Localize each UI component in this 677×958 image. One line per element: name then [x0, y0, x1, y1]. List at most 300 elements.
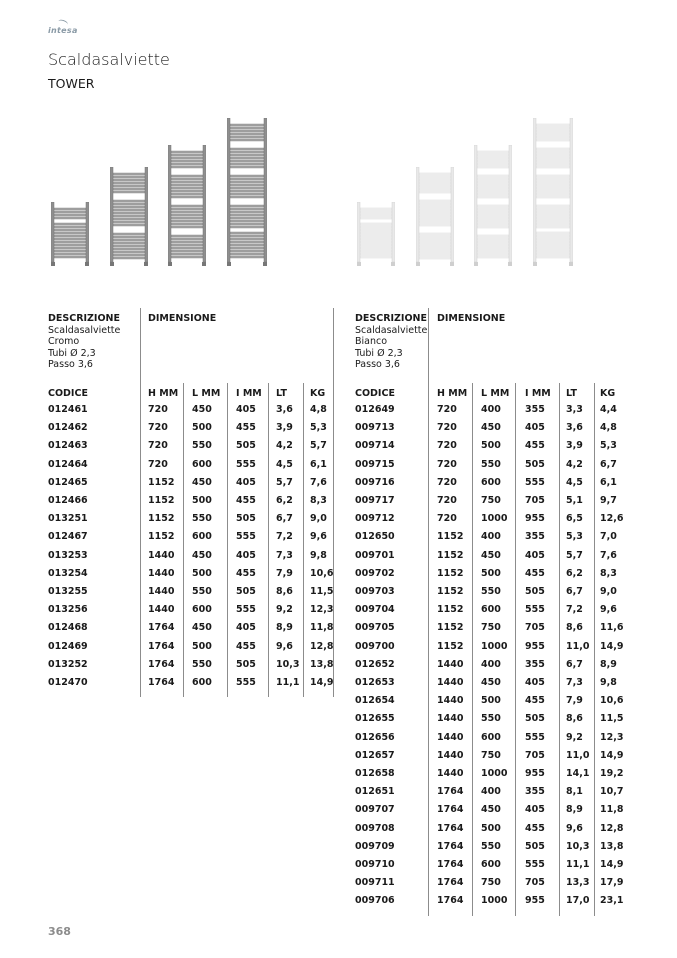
interaxis-mm-cell: 405	[525, 677, 545, 688]
height-mm-cell: 1152	[148, 495, 175, 506]
code-cell: 009710	[355, 859, 395, 870]
column-header: CODICE	[48, 388, 88, 399]
length-mm-cell: 600	[192, 604, 212, 616]
height-mm-cell: 1440	[437, 695, 464, 707]
weight-kg-cell: 9,8	[600, 677, 617, 688]
weight-kg-cell: 13,8	[600, 840, 624, 852]
code-cell: 012654	[355, 695, 395, 707]
length-mm-cell: 450	[192, 404, 212, 415]
height-mm-cell: 720	[437, 404, 457, 415]
towel-radiator-white-1	[357, 202, 395, 267]
weight-kg-cell: 5,7	[310, 440, 327, 452]
column-divider	[515, 383, 516, 916]
code-cell: 009703	[355, 586, 395, 597]
length-mm-cell: 500	[192, 567, 212, 579]
column-header: H MM	[148, 388, 179, 399]
code-cell: 012653	[355, 677, 395, 688]
code-cell: 009716	[355, 476, 395, 488]
column-header: H MM	[437, 388, 468, 399]
liters-cell: 3,6	[276, 404, 293, 415]
length-mm-cell: 1000	[481, 768, 508, 779]
weight-kg-cell: 12,3	[310, 604, 334, 616]
weight-kg-cell: 9,0	[310, 513, 327, 525]
liters-cell: 13,3	[566, 877, 590, 889]
interaxis-mm-cell: 355	[525, 531, 545, 543]
height-mm-cell: 720	[437, 440, 457, 452]
liters-cell: 8,9	[276, 622, 293, 634]
interaxis-mm-cell: 955	[525, 768, 545, 779]
length-mm-cell: 450	[481, 804, 501, 816]
liters-cell: 8,1	[566, 786, 583, 798]
liters-cell: 9,6	[276, 640, 293, 652]
interaxis-mm-cell: 505	[236, 513, 256, 525]
liters-cell: 9,2	[276, 604, 293, 616]
length-mm-cell: 1000	[481, 513, 508, 525]
length-mm-cell: 600	[481, 731, 501, 743]
column-divider	[303, 383, 304, 697]
length-mm-cell: 750	[481, 749, 501, 761]
code-cell: 012657	[355, 749, 395, 761]
weight-kg-cell: 7,6	[310, 476, 327, 488]
weight-kg-cell: 6,1	[600, 476, 617, 488]
height-mm-cell: 1764	[437, 822, 464, 834]
weight-kg-cell: 19,2	[600, 768, 624, 779]
column-header: CODICE	[355, 388, 395, 399]
length-mm-cell: 450	[481, 422, 501, 434]
interaxis-mm-cell: 455	[236, 422, 256, 434]
liters-cell: 5,3	[566, 531, 583, 543]
table-border	[333, 308, 334, 697]
weight-kg-cell: 9,7	[600, 495, 617, 506]
height-mm-cell: 1764	[437, 877, 464, 889]
code-cell: 009707	[355, 804, 395, 816]
weight-kg-cell: 11,8	[600, 804, 624, 816]
height-mm-cell: 1152	[437, 567, 464, 579]
code-cell: 012470	[48, 677, 88, 688]
column-divider	[428, 308, 429, 916]
weight-kg-cell: 11,8	[310, 622, 334, 634]
description-line: Tubi Ø 2,3	[355, 347, 403, 359]
code-cell: 012463	[48, 440, 88, 452]
code-cell: 009715	[355, 458, 395, 470]
height-mm-cell: 1152	[437, 604, 464, 616]
interaxis-mm-cell: 355	[525, 658, 545, 670]
interaxis-mm-cell: 405	[236, 549, 256, 561]
column-divider	[268, 383, 269, 697]
liters-cell: 6,7	[276, 513, 293, 525]
interaxis-mm-cell: 455	[525, 440, 545, 452]
liters-cell: 8,9	[566, 804, 583, 816]
height-mm-cell: 1764	[148, 677, 175, 688]
code-cell: 012651	[355, 786, 395, 798]
weight-kg-cell: 8,3	[600, 567, 617, 579]
description-line: Bianco	[355, 336, 388, 347]
description-block	[355, 313, 427, 371]
length-mm-cell: 550	[481, 840, 501, 852]
code-cell: 009714	[355, 440, 395, 452]
height-mm-cell: 720	[148, 458, 168, 470]
code-cell: 009702	[355, 567, 395, 579]
weight-kg-cell: 7,0	[600, 531, 617, 543]
code-cell: 012467	[48, 531, 88, 543]
liters-cell: 3,9	[276, 422, 293, 434]
length-mm-cell: 400	[481, 658, 501, 670]
length-mm-cell: 500	[481, 695, 501, 707]
column-divider	[559, 383, 560, 916]
description-label: DESCRIZIONE	[355, 313, 427, 324]
weight-kg-cell: 10,7	[600, 786, 624, 798]
description-line: Passo 3,6	[48, 359, 93, 370]
height-mm-cell: 1440	[437, 749, 464, 761]
code-cell: 012655	[355, 713, 395, 725]
interaxis-mm-cell: 555	[236, 531, 256, 543]
interaxis-mm-cell: 405	[236, 622, 256, 634]
height-mm-cell: 720	[148, 440, 168, 452]
column-header: KG	[310, 388, 326, 399]
length-mm-cell: 450	[192, 549, 212, 561]
weight-kg-cell: 11,5	[310, 586, 334, 597]
height-mm-cell: 720	[437, 422, 457, 434]
liters-cell: 7,9	[566, 695, 583, 707]
length-mm-cell: 600	[192, 458, 212, 470]
weight-kg-cell: 14,9	[600, 859, 624, 870]
weight-kg-cell: 7,6	[600, 549, 617, 561]
weight-kg-cell: 12,8	[310, 640, 334, 652]
height-mm-cell: 1152	[148, 531, 175, 543]
liters-cell: 10,3	[276, 658, 300, 670]
length-mm-cell: 450	[481, 677, 501, 688]
liters-cell: 7,2	[566, 604, 583, 616]
height-mm-cell: 1440	[437, 677, 464, 688]
code-cell: 012461	[48, 404, 88, 415]
code-cell: 012466	[48, 495, 88, 506]
interaxis-mm-cell: 555	[525, 859, 545, 870]
height-mm-cell: 1440	[148, 549, 175, 561]
code-cell: 009708	[355, 822, 395, 834]
liters-cell: 11,0	[566, 749, 590, 761]
column-header: I MM	[525, 388, 551, 399]
code-cell: 009711	[355, 877, 395, 889]
length-mm-cell: 500	[481, 440, 501, 452]
interaxis-mm-cell: 405	[525, 549, 545, 561]
length-mm-cell: 550	[481, 458, 501, 470]
height-mm-cell: 1440	[437, 713, 464, 725]
length-mm-cell: 750	[481, 495, 501, 506]
height-mm-cell: 720	[437, 458, 457, 470]
weight-kg-cell: 4,8	[310, 404, 327, 415]
code-cell: 013256	[48, 604, 88, 616]
code-cell: 012465	[48, 476, 88, 488]
height-mm-cell: 1152	[148, 476, 175, 488]
interaxis-mm-cell: 505	[525, 586, 545, 597]
height-mm-cell: 720	[437, 476, 457, 488]
towel-radiator-white-3	[474, 145, 512, 267]
interaxis-mm-cell: 955	[525, 895, 545, 907]
liters-cell: 4,5	[276, 458, 293, 470]
interaxis-mm-cell: 555	[525, 604, 545, 616]
liters-cell: 6,7	[566, 586, 583, 597]
weight-kg-cell: 14,9	[600, 640, 624, 652]
code-cell: 009705	[355, 622, 395, 634]
height-mm-cell: 720	[437, 513, 457, 525]
length-mm-cell: 500	[481, 567, 501, 579]
weight-kg-cell: 11,5	[600, 713, 624, 725]
weight-kg-cell: 5,3	[310, 422, 327, 434]
length-mm-cell: 550	[192, 658, 212, 670]
length-mm-cell: 600	[192, 677, 212, 688]
weight-kg-cell: 13,8	[310, 658, 334, 670]
liters-cell: 5,7	[566, 549, 583, 561]
length-mm-cell: 500	[192, 422, 212, 434]
interaxis-mm-cell: 355	[525, 404, 545, 415]
length-mm-cell: 1000	[481, 895, 508, 907]
towel-radiator-chrome-2	[110, 167, 148, 267]
code-cell: 013254	[48, 567, 88, 579]
towel-radiator-chrome-4	[227, 118, 267, 267]
liters-cell: 3,6	[566, 422, 583, 434]
interaxis-mm-cell: 505	[236, 586, 256, 597]
dimension-label: DIMENSIONE	[148, 313, 217, 324]
column-divider	[183, 383, 184, 697]
weight-kg-cell: 4,4	[600, 404, 617, 415]
weight-kg-cell: 12,3	[600, 731, 624, 743]
height-mm-cell: 1152	[148, 513, 175, 525]
interaxis-mm-cell: 455	[525, 822, 545, 834]
interaxis-mm-cell: 455	[525, 567, 545, 579]
height-mm-cell: 1440	[148, 604, 175, 616]
liters-cell: 8,6	[276, 586, 293, 597]
height-mm-cell: 1764	[148, 640, 175, 652]
interaxis-mm-cell: 555	[236, 458, 256, 470]
liters-cell: 3,3	[566, 404, 583, 415]
column-divider	[140, 308, 141, 697]
towel-radiator-white-2	[416, 167, 454, 267]
weight-kg-cell: 14,9	[310, 677, 334, 688]
column-header: KG	[600, 388, 616, 399]
height-mm-cell: 1764	[437, 895, 464, 907]
liters-cell: 7,9	[276, 567, 293, 579]
liters-cell: 11,1	[276, 677, 300, 688]
liters-cell: 7,3	[566, 677, 583, 688]
height-mm-cell: 1152	[437, 586, 464, 597]
code-cell: 009700	[355, 640, 395, 652]
height-mm-cell: 1152	[437, 531, 464, 543]
interaxis-mm-cell: 405	[236, 476, 256, 488]
length-mm-cell: 600	[192, 531, 212, 543]
interaxis-mm-cell: 555	[525, 476, 545, 488]
liters-cell: 14,1	[566, 768, 590, 779]
length-mm-cell: 550	[481, 713, 501, 725]
interaxis-mm-cell: 705	[525, 749, 545, 761]
length-mm-cell: 750	[481, 622, 501, 634]
description-line: Scaldasalviette	[355, 324, 428, 336]
liters-cell: 11,0	[566, 640, 590, 652]
interaxis-mm-cell: 355	[525, 786, 545, 798]
height-mm-cell: 1440	[148, 586, 175, 597]
weight-kg-cell: 8,3	[310, 495, 327, 506]
height-mm-cell: 1440	[148, 567, 175, 579]
towel-radiator-chrome-1	[51, 202, 89, 267]
weight-kg-cell: 11,6	[600, 622, 624, 634]
interaxis-mm-cell: 505	[525, 458, 545, 470]
weight-kg-cell: 12,6	[600, 513, 624, 525]
weight-kg-cell: 5,3	[600, 440, 617, 452]
column-divider	[227, 383, 228, 697]
interaxis-mm-cell: 555	[236, 604, 256, 616]
code-cell: 012656	[355, 731, 395, 743]
length-mm-cell: 750	[481, 877, 501, 889]
liters-cell: 6,5	[566, 513, 583, 525]
length-mm-cell: 600	[481, 859, 501, 870]
liters-cell: 11,1	[566, 859, 590, 870]
interaxis-mm-cell: 455	[236, 640, 256, 652]
height-mm-cell: 1440	[437, 768, 464, 779]
code-cell: 012650	[355, 531, 395, 543]
description-label: DESCRIZIONE	[48, 313, 120, 324]
liters-cell: 8,6	[566, 713, 583, 725]
length-mm-cell: 400	[481, 404, 501, 415]
height-mm-cell: 1764	[148, 658, 175, 670]
code-cell: 009706	[355, 895, 395, 907]
column-header: L MM	[481, 388, 510, 399]
page-title: Scaldasalviette	[48, 50, 170, 69]
code-cell: 009713	[355, 422, 395, 434]
code-cell: 012649	[355, 404, 395, 415]
weight-kg-cell: 10,6	[310, 567, 334, 579]
weight-kg-cell: 9,6	[310, 531, 327, 543]
interaxis-mm-cell: 705	[525, 877, 545, 889]
liters-cell: 9,6	[566, 822, 583, 834]
interaxis-mm-cell: 955	[525, 640, 545, 652]
interaxis-mm-cell: 555	[525, 731, 545, 743]
weight-kg-cell: 17,9	[600, 877, 624, 889]
height-mm-cell: 1440	[437, 658, 464, 670]
code-cell: 012469	[48, 640, 88, 652]
length-mm-cell: 450	[192, 622, 212, 634]
description-block	[48, 313, 120, 371]
code-cell: 012652	[355, 658, 395, 670]
liters-cell: 7,2	[276, 531, 293, 543]
column-header: I MM	[236, 388, 262, 399]
code-cell: 009717	[355, 495, 395, 506]
height-mm-cell: 720	[437, 495, 457, 506]
description-line: Tubi Ø 2,3	[48, 347, 96, 359]
weight-kg-cell: 8,9	[600, 658, 617, 670]
brand-logo: intesa	[48, 26, 78, 35]
code-cell: 012464	[48, 458, 88, 470]
weight-kg-cell: 6,1	[310, 458, 327, 470]
weight-kg-cell: 4,8	[600, 422, 617, 434]
length-mm-cell: 500	[192, 640, 212, 652]
towel-radiator-chrome-3	[168, 145, 206, 267]
code-cell: 012462	[48, 422, 88, 434]
height-mm-cell: 1152	[437, 622, 464, 634]
weight-kg-cell: 9,8	[310, 549, 327, 561]
liters-cell: 3,9	[566, 440, 583, 452]
height-mm-cell: 1764	[437, 804, 464, 816]
interaxis-mm-cell: 405	[525, 804, 545, 816]
column-header: LT	[276, 388, 287, 399]
code-cell: 009712	[355, 513, 395, 525]
liters-cell: 17,0	[566, 895, 590, 907]
length-mm-cell: 450	[481, 549, 501, 561]
weight-kg-cell: 10,6	[600, 695, 624, 707]
weight-kg-cell: 6,7	[600, 458, 617, 470]
length-mm-cell: 450	[192, 476, 212, 488]
liters-cell: 6,7	[566, 658, 583, 670]
interaxis-mm-cell: 955	[525, 513, 545, 525]
interaxis-mm-cell: 455	[525, 695, 545, 707]
length-mm-cell: 550	[192, 440, 212, 452]
liters-cell: 8,6	[566, 622, 583, 634]
code-cell: 013255	[48, 586, 88, 597]
liters-cell: 4,2	[566, 458, 583, 470]
length-mm-cell: 400	[481, 531, 501, 543]
length-mm-cell: 400	[481, 786, 501, 798]
length-mm-cell: 550	[192, 513, 212, 525]
interaxis-mm-cell: 455	[236, 567, 256, 579]
page-number: 368	[48, 925, 71, 938]
interaxis-mm-cell: 505	[236, 440, 256, 452]
column-header: L MM	[192, 388, 221, 399]
height-mm-cell: 1152	[437, 549, 464, 561]
liters-cell: 9,2	[566, 731, 583, 743]
towel-radiator-white-4	[533, 118, 573, 267]
column-divider	[472, 383, 473, 916]
length-mm-cell: 500	[481, 822, 501, 834]
interaxis-mm-cell: 505	[236, 658, 256, 670]
interaxis-mm-cell: 505	[525, 840, 545, 852]
code-cell: 009709	[355, 840, 395, 852]
height-mm-cell: 1152	[437, 640, 464, 652]
weight-kg-cell: 9,6	[600, 604, 617, 616]
liters-cell: 6,2	[566, 567, 583, 579]
length-mm-cell: 500	[192, 495, 212, 506]
length-mm-cell: 550	[192, 586, 212, 597]
length-mm-cell: 600	[481, 476, 501, 488]
height-mm-cell: 1764	[437, 840, 464, 852]
column-header: LT	[566, 388, 577, 399]
interaxis-mm-cell: 455	[236, 495, 256, 506]
code-cell: 013252	[48, 658, 88, 670]
weight-kg-cell: 9,0	[600, 586, 617, 597]
liters-cell: 4,2	[276, 440, 293, 452]
length-mm-cell: 550	[481, 586, 501, 597]
column-divider	[594, 383, 595, 916]
code-cell: 012468	[48, 622, 88, 634]
description-line: Passo 3,6	[355, 359, 400, 370]
code-cell: 013251	[48, 513, 88, 525]
weight-kg-cell: 14,9	[600, 749, 624, 761]
height-mm-cell: 720	[148, 404, 168, 415]
liters-cell: 6,2	[276, 495, 293, 506]
code-cell: 009701	[355, 549, 395, 561]
code-cell: 009704	[355, 604, 395, 616]
dimension-label: DIMENSIONE	[437, 313, 506, 324]
height-mm-cell: 1764	[437, 859, 464, 870]
liters-cell: 5,1	[566, 495, 583, 506]
product-name: TOWER	[48, 76, 95, 91]
interaxis-mm-cell: 705	[525, 495, 545, 506]
height-mm-cell: 720	[148, 422, 168, 434]
interaxis-mm-cell: 555	[236, 677, 256, 688]
liters-cell: 4,5	[566, 476, 583, 488]
liters-cell: 5,7	[276, 476, 293, 488]
weight-kg-cell: 23,1	[600, 895, 624, 907]
description-line: Cromo	[48, 336, 80, 347]
code-cell: 012658	[355, 768, 395, 779]
weight-kg-cell: 12,8	[600, 822, 624, 834]
